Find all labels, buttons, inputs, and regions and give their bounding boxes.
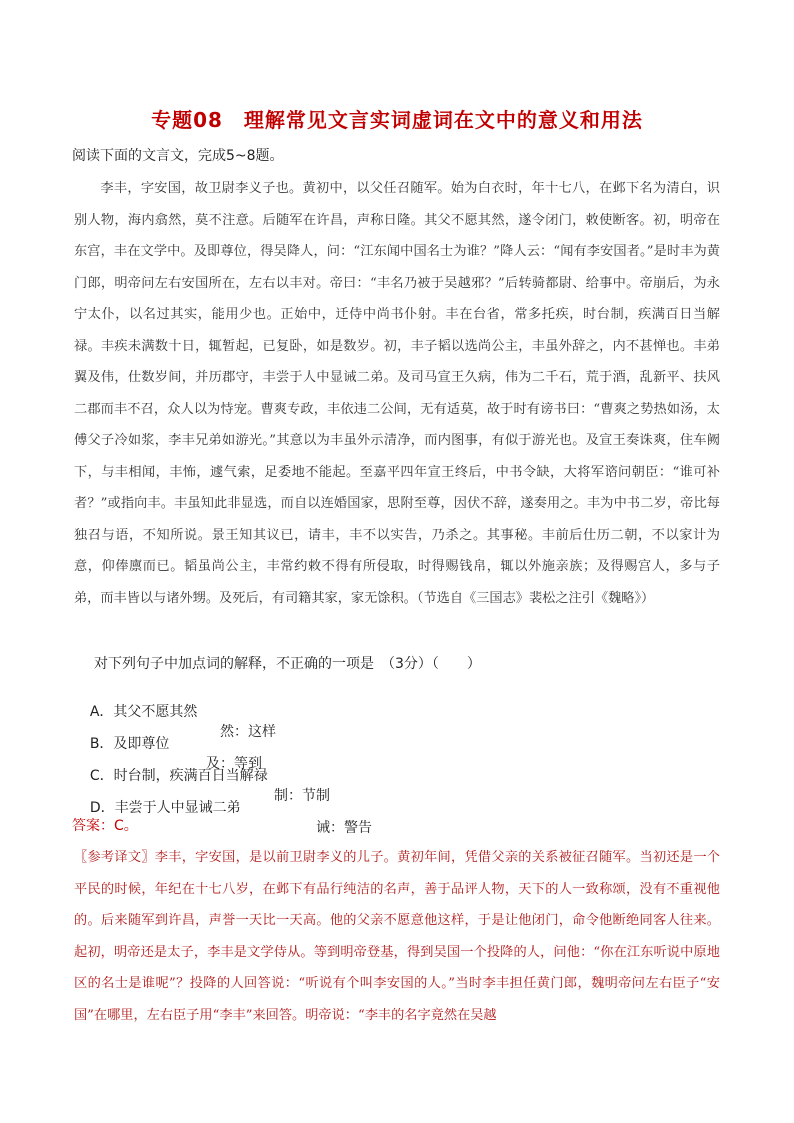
option-c-gloss: 制：节制 <box>274 788 330 804</box>
option-b-gloss: 及：等到 <box>206 756 262 772</box>
option-d-gloss: 诫：警告 <box>316 820 372 836</box>
classical-passage <box>74 173 720 614</box>
answer-line: 答案：C。 <box>72 818 138 834</box>
translation-text: 〖参考译文〗李丰，字安国，是以前卫尉李义的儿子。黄初年间，凭借父亲的关系被征召随军。当初还是一个平民的时候，年纪在十七八岁，在邺下有品行纯洁的名声，善于品评人物，天下的人一致称颂，没有不重视他的。后来随军到许昌，声誉一天比一天高。他的父亲不愿意他这样，于是让他闭门，命令他断绝同客人往来。起初，明帝还是太子，李丰是文学侍从。等到明帝登基，得到吴国一个投降的人，问他：“你在江东听说中原地区的名士是谁呢”？投降的人回答说：“听说有个叫李安国的人。”当时李丰担任黄门郎，魏明帝问左右臣子“安国”在哪里，左右臣子用“李丰”来回答。明帝说：“李丰的名字竟然在吴越 <box>74 850 720 1023</box>
option-a-gloss: 然：这样 <box>220 724 276 740</box>
option-c-sentence: C．时台制，疾满百日当解禄 <box>89 768 268 784</box>
option-d-sentence: D．丰尝于人中显诫二弟 <box>89 800 241 816</box>
passage-text: 李丰，字安国，故卫尉李义子也。黄初中，以父任召随军。始为白衣时，年十七八，在邺下名为清白，识别人物，海内翕然，莫不注意。后随军在许昌，声称日隆。其父不愿其然，遂令闭门，敕使断客。初，明帝在东宫，丰在文学中。及即尊位，得吴降人，问：“江东闻中国名士为谁？”降人云：“闻有李安国者。”是时丰为黄门郎，明帝问左右安国所在，左右以丰对。帝曰：“丰名乃被于吴越邪？”后转骑都尉、给事中。帝崩后，为永宁太仆，以名过其实，能用少也。正始中，迁侍中尚书仆射。丰在台省，常多托疾，时台制，疾满百日当解禄。丰疾未满数十日，辄暂起，已复卧，如是数岁。初，丰子韬以选尚公主，丰虽外辞之，内不甚惮也。丰弟翼及伟，仕数岁间，并历郡守，丰尝于人中显诫二弟。及司马宣王久病，伟为二千石，荒于酒，乱新平、扶风二郡而丰不召，众人以为恃宠。曹爽专政，丰依违二公间，无有适莫，故于时有谤书曰：“曹爽之势热如汤，太傅父子冷如浆，李丰兄弟如游光。”其意以为丰虽外示清净，而内图事，有似于游光也。及宣王奏诛爽，住车阙下，与丰相闻，丰怖，遽气索，足委地不能起。至嘉平四年宣王终后，中书令缺，大将军谘问朝臣：“谁可补者？”或指向丰。丰虽知此非显选，而自以连婚国家，思附至尊，因伏不辞，遂奏用之。丰为中书二岁，帝比每独召与语，不知所说。景王知其议已，请丰，丰不以实告，乃杀之。其事秘。丰前后仕历二朝，不以家计为意，仰俸廪而已。韬虽尚公主，丰常约敕不得有所侵取，时得赐钱帛，辄以外施亲族；及得赐宫人，多与子弟，而丰皆以与诸外甥。及死后，有司籍其家，家无馀积。（节选自《三国志》裴松之注引《魏略》） <box>74 181 720 606</box>
reading-instruction: 阅读下面的文言文，完成5~8题。 <box>72 148 284 164</box>
page-title: 专题08 理解常见文言实词虚词在文中的意义和用法 <box>151 108 643 132</box>
option-a-sentence: A．其父不愿其然 <box>89 704 198 720</box>
question-stem: 对下列句子中加点词的解释，不正确的一项是 （3分）（ ） <box>94 656 481 672</box>
option-b-sentence: B．及即尊位 <box>89 736 170 752</box>
reference-translation <box>74 842 720 1031</box>
